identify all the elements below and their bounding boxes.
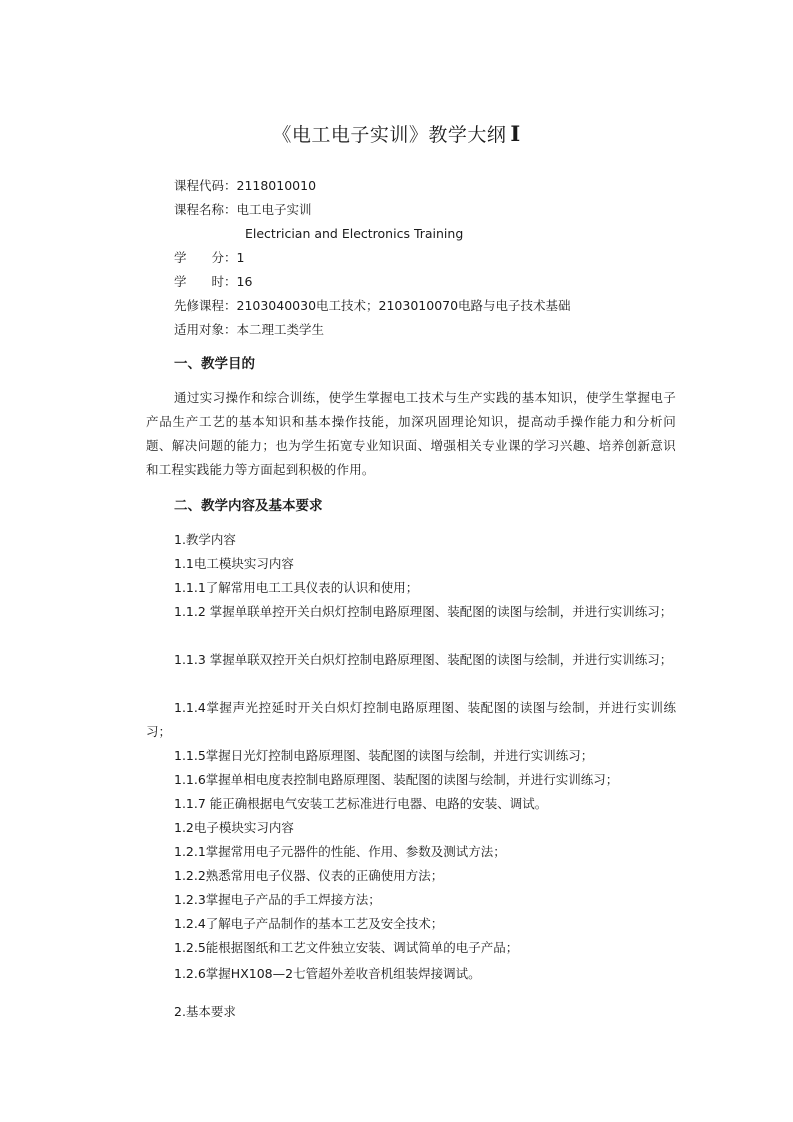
- content-item: 1.2.2熟悉常用电子仪器、仪表的正确使用方法；: [174, 868, 444, 883]
- content-item: 1.1.5掌握日光灯控制电路原理图、装配图的读图与绘制，并进行实训练习；: [174, 748, 594, 763]
- course-name-english: Electrician and Electronics Training: [245, 226, 464, 241]
- content-item: 1.1电工模块实习内容: [174, 556, 294, 571]
- title-text: 《电工电子实训》教学大纲: [272, 124, 507, 146]
- course-audience: 适用对象：本二理工类学生: [174, 322, 325, 337]
- section-heading-objectives: 一、教学目的: [174, 356, 255, 372]
- content-item: 1.2.6掌握HX108—2七管超外差收音机组装焊接调试。: [174, 966, 481, 981]
- content-item: 1.2电子模块实习内容: [174, 820, 294, 835]
- content-item: 1.1.2 掌握单联单控开关白炽灯控制电路原理图、装配图的读图与绘制，并进行实训练习；: [174, 604, 673, 619]
- course-code: 课程代码：2118010010: [174, 178, 317, 193]
- content-item: 1.2.1掌握常用电子元器件的性能、作用、参数及测试方法；: [174, 844, 506, 859]
- course-credit: 学 分：1: [174, 250, 245, 265]
- content-item: 1.1.7 能正确根据电气安装工艺标准进行电器、电路的安装、调试。: [174, 796, 548, 811]
- course-prerequisites: 先修课程：2103040030电工技术；2103010070电路与电子技术基础: [174, 298, 571, 313]
- course-name: 课程名称：电工电子实训: [174, 202, 312, 217]
- content-item: 2.基本要求: [174, 1004, 236, 1019]
- content-item: 1.1.3 掌握单联双控开关白炽灯控制电路原理图、装配图的读图与绘制，并进行实训练习；: [174, 652, 673, 667]
- content-item: 1.1.6掌握单相电度表控制电路原理图、装配图的读图与绘制，并进行实训练习；: [174, 772, 619, 787]
- title-roman-numeral: I: [510, 121, 521, 146]
- section-heading-content: 二、教学内容及基本要求: [174, 498, 323, 514]
- content-item: 1.1.1了解常用电工工具仪表的认识和使用；: [174, 580, 419, 595]
- content-item: 1.2.3掌握电子产品的手工焊接方法；: [174, 892, 381, 907]
- objectives-paragraph: 通过实习操作和综合训练，使学生掌握电工技术与生产实践的基本知识，使学生掌握电子产品生产工艺的基本知识和基本操作技能，加深巩固理论知识，提高动手操作能力和分析问题、解决问题的能力；也为学生拓宽专业知识面、增强相关专业课的学习兴趣、培养创新意识和工程实践能力等方面起到积极的作用。: [146, 390, 676, 477]
- content-item: 1.教学内容: [174, 532, 236, 547]
- content-item: 1.2.5能根据图纸和工艺文件独立安装、调试简单的电子产品；: [174, 940, 519, 955]
- content-item: 1.2.4了解电子产品制作的基本工艺及安全技术；: [174, 916, 444, 931]
- document-title: [0, 120, 793, 149]
- content-item: 1.1.4掌握声光控延时开关白炽灯控制电路原理图、装配图的读图与绘制，并进行实训练习；: [146, 700, 676, 739]
- course-hours: 学 时：16: [174, 274, 253, 289]
